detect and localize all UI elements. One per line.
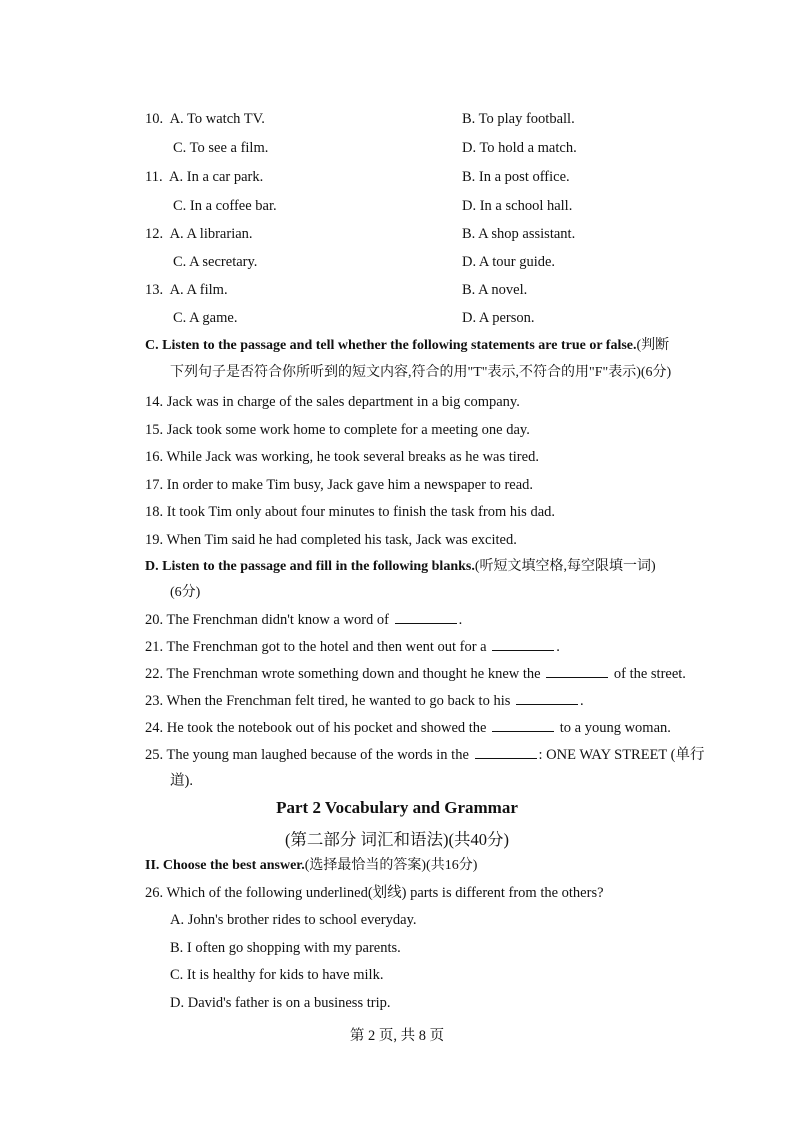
- section-d-points: (6分): [170, 585, 201, 600]
- option-d: D. A person.: [462, 310, 535, 326]
- question-26: [145, 884, 604, 902]
- option-a: A. A librarian.: [169, 226, 253, 242]
- option-b: B. I often go shopping with my parents.: [170, 940, 401, 956]
- text-after-blank: of the street.: [613, 666, 686, 682]
- section-d-heading-text: D. Listen to the passage and fill in the following blanks.: [145, 559, 475, 574]
- question-12: [145, 225, 253, 243]
- section-ii-heading-text: II. Choose the best answer.: [145, 858, 305, 873]
- question-number: 25.: [145, 747, 164, 763]
- statement-16: [145, 448, 539, 466]
- text-before-blank: The Frenchman didn't know a word of: [166, 612, 389, 628]
- statement-text: It took Tim only about four minutes to finish the task from his dad.: [166, 504, 556, 520]
- option-b: B. To play football.: [462, 111, 575, 127]
- text-after-blank: .: [556, 639, 560, 655]
- blank-question-20: [145, 611, 462, 629]
- section-ii-heading: [145, 857, 477, 875]
- text-before-blank: When the Frenchman felt tired, he wanted to go back to his: [166, 693, 511, 709]
- question-number: 14.: [145, 394, 164, 410]
- statement-text: Jack took some work home to complete for a meeting one day.: [166, 422, 530, 438]
- blank-question-25-continued: 道).: [170, 773, 193, 789]
- option-a: A. A film.: [169, 282, 228, 298]
- answer-blank[interactable]: [492, 719, 554, 732]
- page-footer: 第 2 页, 共 8 页: [349, 1028, 445, 1044]
- option-b: B. In a post office.: [462, 169, 570, 185]
- statement-17: [145, 476, 533, 494]
- section-ii-heading-cn: (选择最恰当的答案)(共16分): [304, 858, 478, 873]
- text-before-blank: The Frenchman got to the hotel and then went out for a: [166, 639, 487, 655]
- question-number: 17.: [145, 477, 164, 493]
- blank-question-22: [145, 665, 686, 683]
- option-d: D. In a school hall.: [462, 198, 573, 214]
- question-number: 22.: [145, 666, 164, 682]
- answer-blank[interactable]: [546, 665, 608, 678]
- statement-14: [145, 393, 520, 411]
- option-d: D. A tour guide.: [462, 254, 556, 270]
- answer-blank[interactable]: [395, 611, 457, 624]
- question-number: 13.: [145, 282, 164, 298]
- answer-blank[interactable]: [492, 638, 554, 651]
- option-b: B. A shop assistant.: [462, 226, 576, 242]
- option-a: A. In a car park.: [169, 169, 264, 185]
- section-d-heading-cn: (听短文填空格,每空限填一词): [474, 559, 656, 574]
- answer-blank[interactable]: [475, 746, 537, 759]
- blank-question-23: [145, 692, 584, 710]
- option-d: D. David's father is on a business trip.: [170, 995, 391, 1011]
- text-after-blank: .: [580, 693, 584, 709]
- question-number: 20.: [145, 612, 164, 628]
- blank-question-25: [145, 746, 704, 764]
- option-c: C. In a coffee bar.: [173, 198, 277, 214]
- question-11: [145, 168, 263, 186]
- statement-18: [145, 503, 555, 521]
- question-13: [145, 281, 228, 299]
- text-before-blank: The young man laughed because of the words in the: [166, 747, 469, 763]
- statement-text: Jack was in charge of the sales department in a big company.: [166, 394, 520, 410]
- question-10: [145, 110, 265, 128]
- section-c-heading: [145, 337, 669, 355]
- question-number: 18.: [145, 504, 164, 520]
- option-c: C. To see a film.: [173, 140, 269, 156]
- part-2-title: Part 2 Vocabulary and Grammar: [276, 798, 518, 817]
- statement-text: While Jack was working, he took several breaks as he was tired.: [166, 449, 539, 465]
- question-number: 10.: [145, 111, 164, 127]
- text-after-blank: : ONE WAY STREET (单行: [538, 747, 705, 763]
- text-before-blank: The Frenchman wrote something down and thought he knew the: [166, 666, 541, 682]
- option-c: C. A game.: [173, 310, 238, 326]
- question-number: 12.: [145, 226, 164, 242]
- question-text: Which of the following underlined(划线) parts is different from the others?: [166, 885, 604, 901]
- text-after-blank: to a young woman.: [559, 720, 671, 736]
- question-number: 19.: [145, 532, 164, 548]
- statement-15: [145, 421, 530, 439]
- option-c: C. It is healthy for kids to have milk.: [170, 967, 384, 983]
- statement-text: When Tim said he had completed his task, Jack was excited.: [166, 532, 517, 548]
- option-a: A. To watch TV.: [169, 111, 265, 127]
- option-c: C. A secretary.: [173, 254, 258, 270]
- question-number: 15.: [145, 422, 164, 438]
- text-before-blank: He took the notebook out of his pocket and showed the: [166, 720, 487, 736]
- blank-question-24: [145, 719, 671, 737]
- section-c-heading-cn: (判断: [636, 338, 670, 353]
- question-number: 24.: [145, 720, 164, 736]
- option-d: D. To hold a match.: [462, 140, 577, 156]
- question-number: 11.: [145, 169, 163, 185]
- question-number: 23.: [145, 693, 164, 709]
- section-c-instructions: 下列句子是否符合你所听到的短文内容,符合的用"T"表示,不符合的用"F"表示)(6分): [170, 365, 672, 380]
- blank-question-21: [145, 638, 560, 656]
- answer-blank[interactable]: [516, 692, 578, 705]
- option-b: B. A novel.: [462, 282, 528, 298]
- section-d-heading: [145, 558, 656, 576]
- option-a: A. John's brother rides to school everyday.: [170, 912, 417, 928]
- question-number: 21.: [145, 639, 164, 655]
- statement-text: In order to make Tim busy, Jack gave him a newspaper to read.: [166, 477, 534, 493]
- section-c-heading-text: C. Listen to the passage and tell whether the following statements are true or false.: [145, 338, 637, 353]
- text-after-blank: .: [458, 612, 463, 628]
- question-number: 16.: [145, 449, 164, 465]
- part-2-subtitle: (第二部分 词汇和语法)(共40分): [284, 830, 510, 849]
- question-number: 26.: [145, 885, 164, 901]
- statement-19: [145, 531, 517, 549]
